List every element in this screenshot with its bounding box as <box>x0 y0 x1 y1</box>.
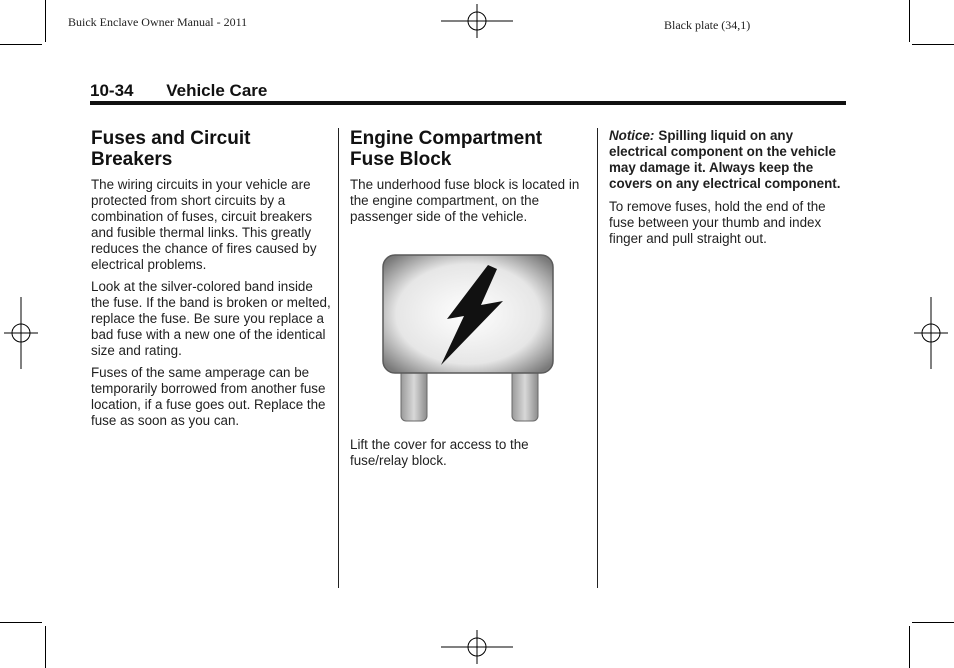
crop-mark <box>45 0 46 42</box>
crop-mark <box>0 44 42 45</box>
column-engine <box>350 128 590 231</box>
crop-mark <box>909 626 910 668</box>
paragraph: The underhood fuse block is located in the engine compartment, on the passenger side of the vehicle. <box>350 177 580 224</box>
registration-mark-icon <box>4 297 38 369</box>
crop-mark <box>909 0 910 42</box>
registration-mark-icon <box>441 4 513 38</box>
fuses-title: Fuses and Circuit Breakers <box>91 128 251 170</box>
document-title: Buick Enclave Owner Manual - 2011 <box>68 15 248 29</box>
caption-text: Lift the cover for access to the fuse/relay block. <box>350 437 529 468</box>
page-number: 10-34 <box>90 81 134 100</box>
crop-mark <box>0 622 42 623</box>
notice-text: Spilling liquid on any electrical component on the vehicle may damage it. Always keep the covers on any electrical component. <box>609 128 841 191</box>
plate-label: Black plate (34,1) <box>664 18 751 32</box>
section-title: Vehicle Care <box>166 81 268 100</box>
crop-mark <box>912 44 954 45</box>
engine-title: Engine Compartment Fuse Block <box>350 128 543 170</box>
fuse-block-illustration <box>381 253 555 423</box>
paragraph: Look at the silver-colored band inside the fuse. If the band is broken or melted, replace the fuse. Be sure you replace a bad fuse with a new one of the identical size and rating. <box>91 279 331 358</box>
notice-label: Notice: <box>609 128 655 143</box>
notice-paragraph <box>609 128 845 192</box>
paragraph: Fuses of the same amperage can be temporarily borrowed from another fuse location, if a fuse goes out. Replace the fuse as soon as you can. <box>91 365 326 428</box>
registration-mark-icon <box>914 297 948 369</box>
column-divider <box>597 128 598 588</box>
column-fuses <box>91 128 331 435</box>
crop-mark <box>912 622 954 623</box>
column-notice <box>609 128 845 253</box>
crop-mark <box>45 626 46 668</box>
page-heading <box>90 81 267 101</box>
registration-mark-icon <box>441 630 513 664</box>
heading-rule <box>90 101 846 105</box>
paragraph: To remove fuses, hold the end of the fuse between your thumb and index finger and pull straight out. <box>609 199 826 246</box>
column-divider <box>338 128 339 588</box>
figure-caption <box>350 437 590 475</box>
paragraph: The wiring circuits in your vehicle are protected from short circuits by a combination of fuses, circuit breakers and fusible thermal links. This greatly reduces the chance of fires caused by electrical problems. <box>91 177 317 272</box>
